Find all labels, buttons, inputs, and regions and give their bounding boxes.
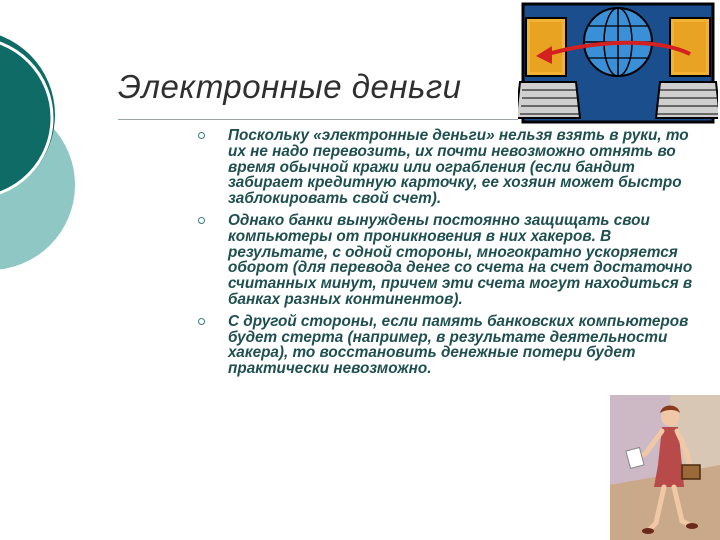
bullet-item [198, 213, 698, 308]
bullet-text: Поскольку «электронные деньги» нельзя взять в руки, то их не надо перевозить, их почти невозможно отнять во время обычной кражи или ограбления (если бандит забирает кредитную карточку, ее хозяин может быстро заблокировать свой счет). [228, 127, 689, 208]
bullet-item [198, 314, 698, 377]
bullet-circle-icon [198, 318, 205, 325]
computers-globe-transfer-icon [518, 0, 718, 130]
bullet-text: Однако банки вынуждены постоянно защищать свои компьютеры от проникновения в них хакеров. В результате, с одной стороны, многократно ускоряется оборот (для перевода денег со счета на счет достаточно считанных минут, причем эти счета могут находиться в банках разных континентов). [228, 211, 693, 308]
walking-woman-icon [610, 395, 720, 540]
bullet-item [198, 128, 698, 207]
bullet-circle-icon [198, 132, 205, 139]
bullet-list [198, 128, 698, 377]
bullet-text: С другой стороны, если память банковских компьютеров будет стерта (например, в результате деятельности хакера), то восстановить денежные потери будет практически невозможно. [228, 312, 689, 378]
decorative-circles [0, 0, 120, 320]
slide-title: Электронные деньги [118, 68, 462, 105]
bullet-circle-icon [198, 217, 205, 224]
